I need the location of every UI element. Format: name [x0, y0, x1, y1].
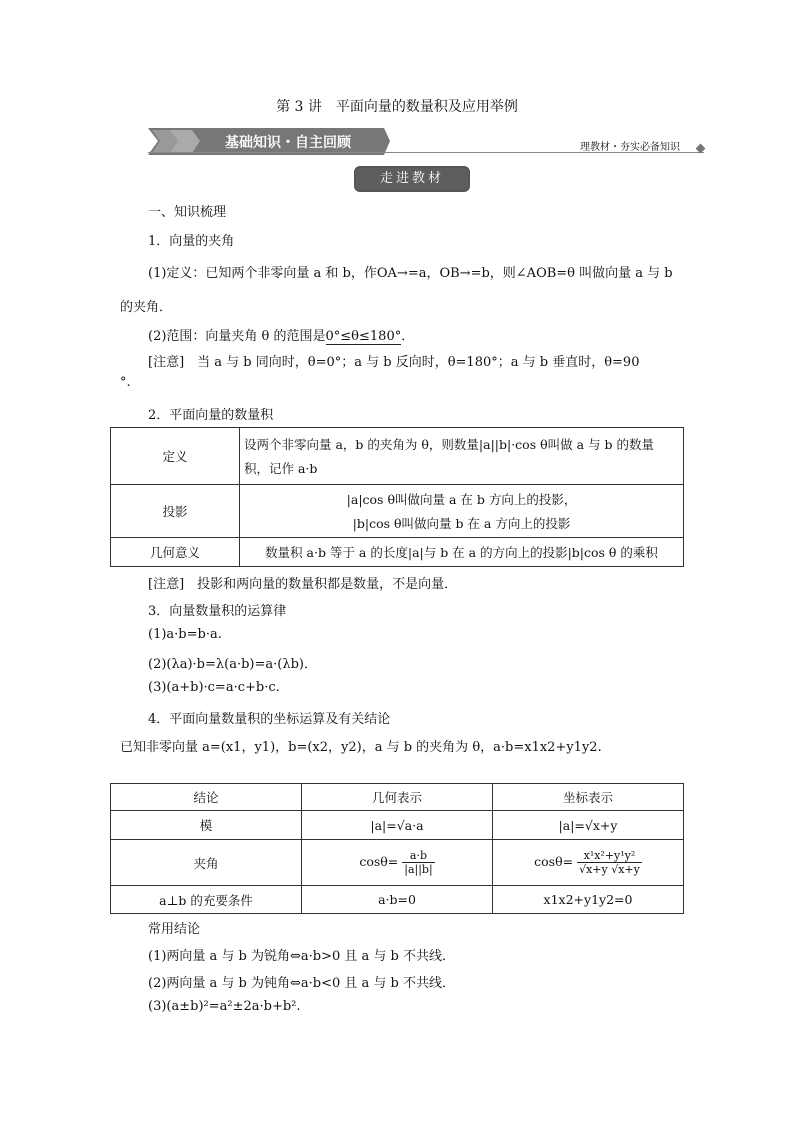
- law-3: (3)(a+b)·c=a·c+b·c.: [148, 680, 280, 695]
- angle-geom-num: a·b: [402, 849, 434, 863]
- para-2-end: ．: [401, 329, 415, 344]
- angle-geom-fraction: [402, 849, 434, 876]
- section-heading: 一、知识梳理: [148, 205, 227, 220]
- heading-3: 3．向量数量积的运算律: [148, 604, 287, 619]
- angle-coord-den: √x+y √x+y: [579, 863, 640, 876]
- angle-coord-prefix: cosθ=: [534, 854, 574, 869]
- conclusion-3: (3)(a±b)²=a²±2a·b+b².: [148, 999, 301, 1014]
- table1-row1-line1: 设两个非零向量 a，b 的夹角为 θ，则数量|a||b|·cos θ叫做 a 与 b 的数量: [244, 437, 654, 452]
- table2-r1-2: |a|=√a·a: [302, 811, 493, 840]
- table1-row2-line2: |b|cos θ叫做向量 b 在 a 方向上的投影: [352, 516, 571, 531]
- law-1: (1)a·b=b·a.: [148, 627, 222, 642]
- heading-5: 常用结论: [148, 922, 201, 937]
- table2-r2-3: [493, 840, 684, 886]
- conclusion-1: (1)两向量 a 与 b 为锐角⇔a·b>0 且 a 与 b 不共线．: [148, 949, 456, 964]
- table2-r2-2: [302, 840, 493, 886]
- conclusion-2: (2)两向量 a 与 b 为钝角⇔a·b<0 且 a 与 b 不共线．: [148, 976, 456, 991]
- table2-r3-2: a·b=0: [302, 886, 493, 914]
- table1-row1-cell: [240, 428, 684, 485]
- table1-row3-cell: 数量积 a·b 等于 a 的长度|a|与 b 在 a 的方向上的投影|b|cos θ 的乘积: [240, 538, 684, 567]
- table2-r1-1: 模: [111, 811, 302, 840]
- angle-coord-num: x¹x²+y¹y²: [577, 849, 642, 863]
- law-2: (2)(λa)·b=λ(a·b)=a·(λb)．: [148, 657, 317, 672]
- table2-head-2: 几何表示: [302, 784, 493, 811]
- page-title: 第 3 讲 平面向量的数量积及应用举例: [276, 99, 518, 115]
- table2-r1-3: |a|=√x+y: [493, 811, 684, 840]
- banner-left-text: 基础知识・自主回顾: [225, 135, 351, 151]
- heading-1: 1．向量的夹角: [148, 234, 235, 249]
- table2-r3-1: a⊥b 的充要条件: [111, 886, 302, 914]
- note-1b: °.: [120, 375, 131, 390]
- para-1b: 的夹角．: [120, 300, 173, 315]
- table1-row2-line1: |a|cos θ叫做向量 a 在 b 方向上的投影，: [346, 492, 577, 507]
- table1-row1-line2: 积，记作 a·b: [244, 461, 318, 476]
- para-2-lead: (2)范围：向量夹角 θ 的范围是: [148, 329, 326, 344]
- angle-coord-fraction: [577, 849, 642, 876]
- angle-geom-prefix: cosθ=: [359, 854, 399, 869]
- banner-right-text: 理教材・夯实必备知识: [580, 142, 680, 153]
- table2-r3-3: x1x2+y1y2=0: [493, 886, 684, 914]
- table1-row2-cell: [240, 485, 684, 538]
- heading-2: 2．平面向量的数量积: [148, 408, 274, 423]
- section-banner: [148, 128, 390, 155]
- table1-row1-head: 定义: [111, 428, 240, 485]
- note-2: [注意] 投影和两向量的数量积都是数量，不是向量．: [148, 577, 458, 592]
- divider: [148, 152, 704, 153]
- table2-head-1: 结论: [111, 784, 302, 811]
- para-2: [148, 325, 414, 344]
- heading-4: 4．平面向量数量积的坐标运算及有关结论: [148, 712, 391, 727]
- para-2-answer: 0°≤θ≤180°: [325, 329, 402, 344]
- note-1a: [注意] 当 a 与 b 同向时，θ=0°；a 与 b 反向时，θ=180°；a 与 b 垂直时，θ=90: [148, 355, 640, 370]
- section-pill: 走进教材: [354, 166, 470, 192]
- coordinate-table: [110, 783, 684, 914]
- para-1a: (1)定义：已知两个非零向量 a 和 b，作OA→=a，OB→=b，则∠AOB=θ 叫做向量 a 与 b: [148, 266, 673, 281]
- table2-r2-1: 夹角: [111, 840, 302, 886]
- table2-head-3: 坐标表示: [493, 784, 684, 811]
- table1-row2-head: 投影: [111, 485, 240, 538]
- table1-row3-head: 几何意义: [111, 538, 240, 567]
- angle-geom-den: |a||b|: [404, 863, 433, 876]
- dot-product-table: [110, 427, 684, 567]
- para-4: 已知非零向量 a=(x1，y1)，b=(x2，y2)，a 与 b 的夹角为 θ，a·b=x1x2+y1y2.: [120, 740, 602, 755]
